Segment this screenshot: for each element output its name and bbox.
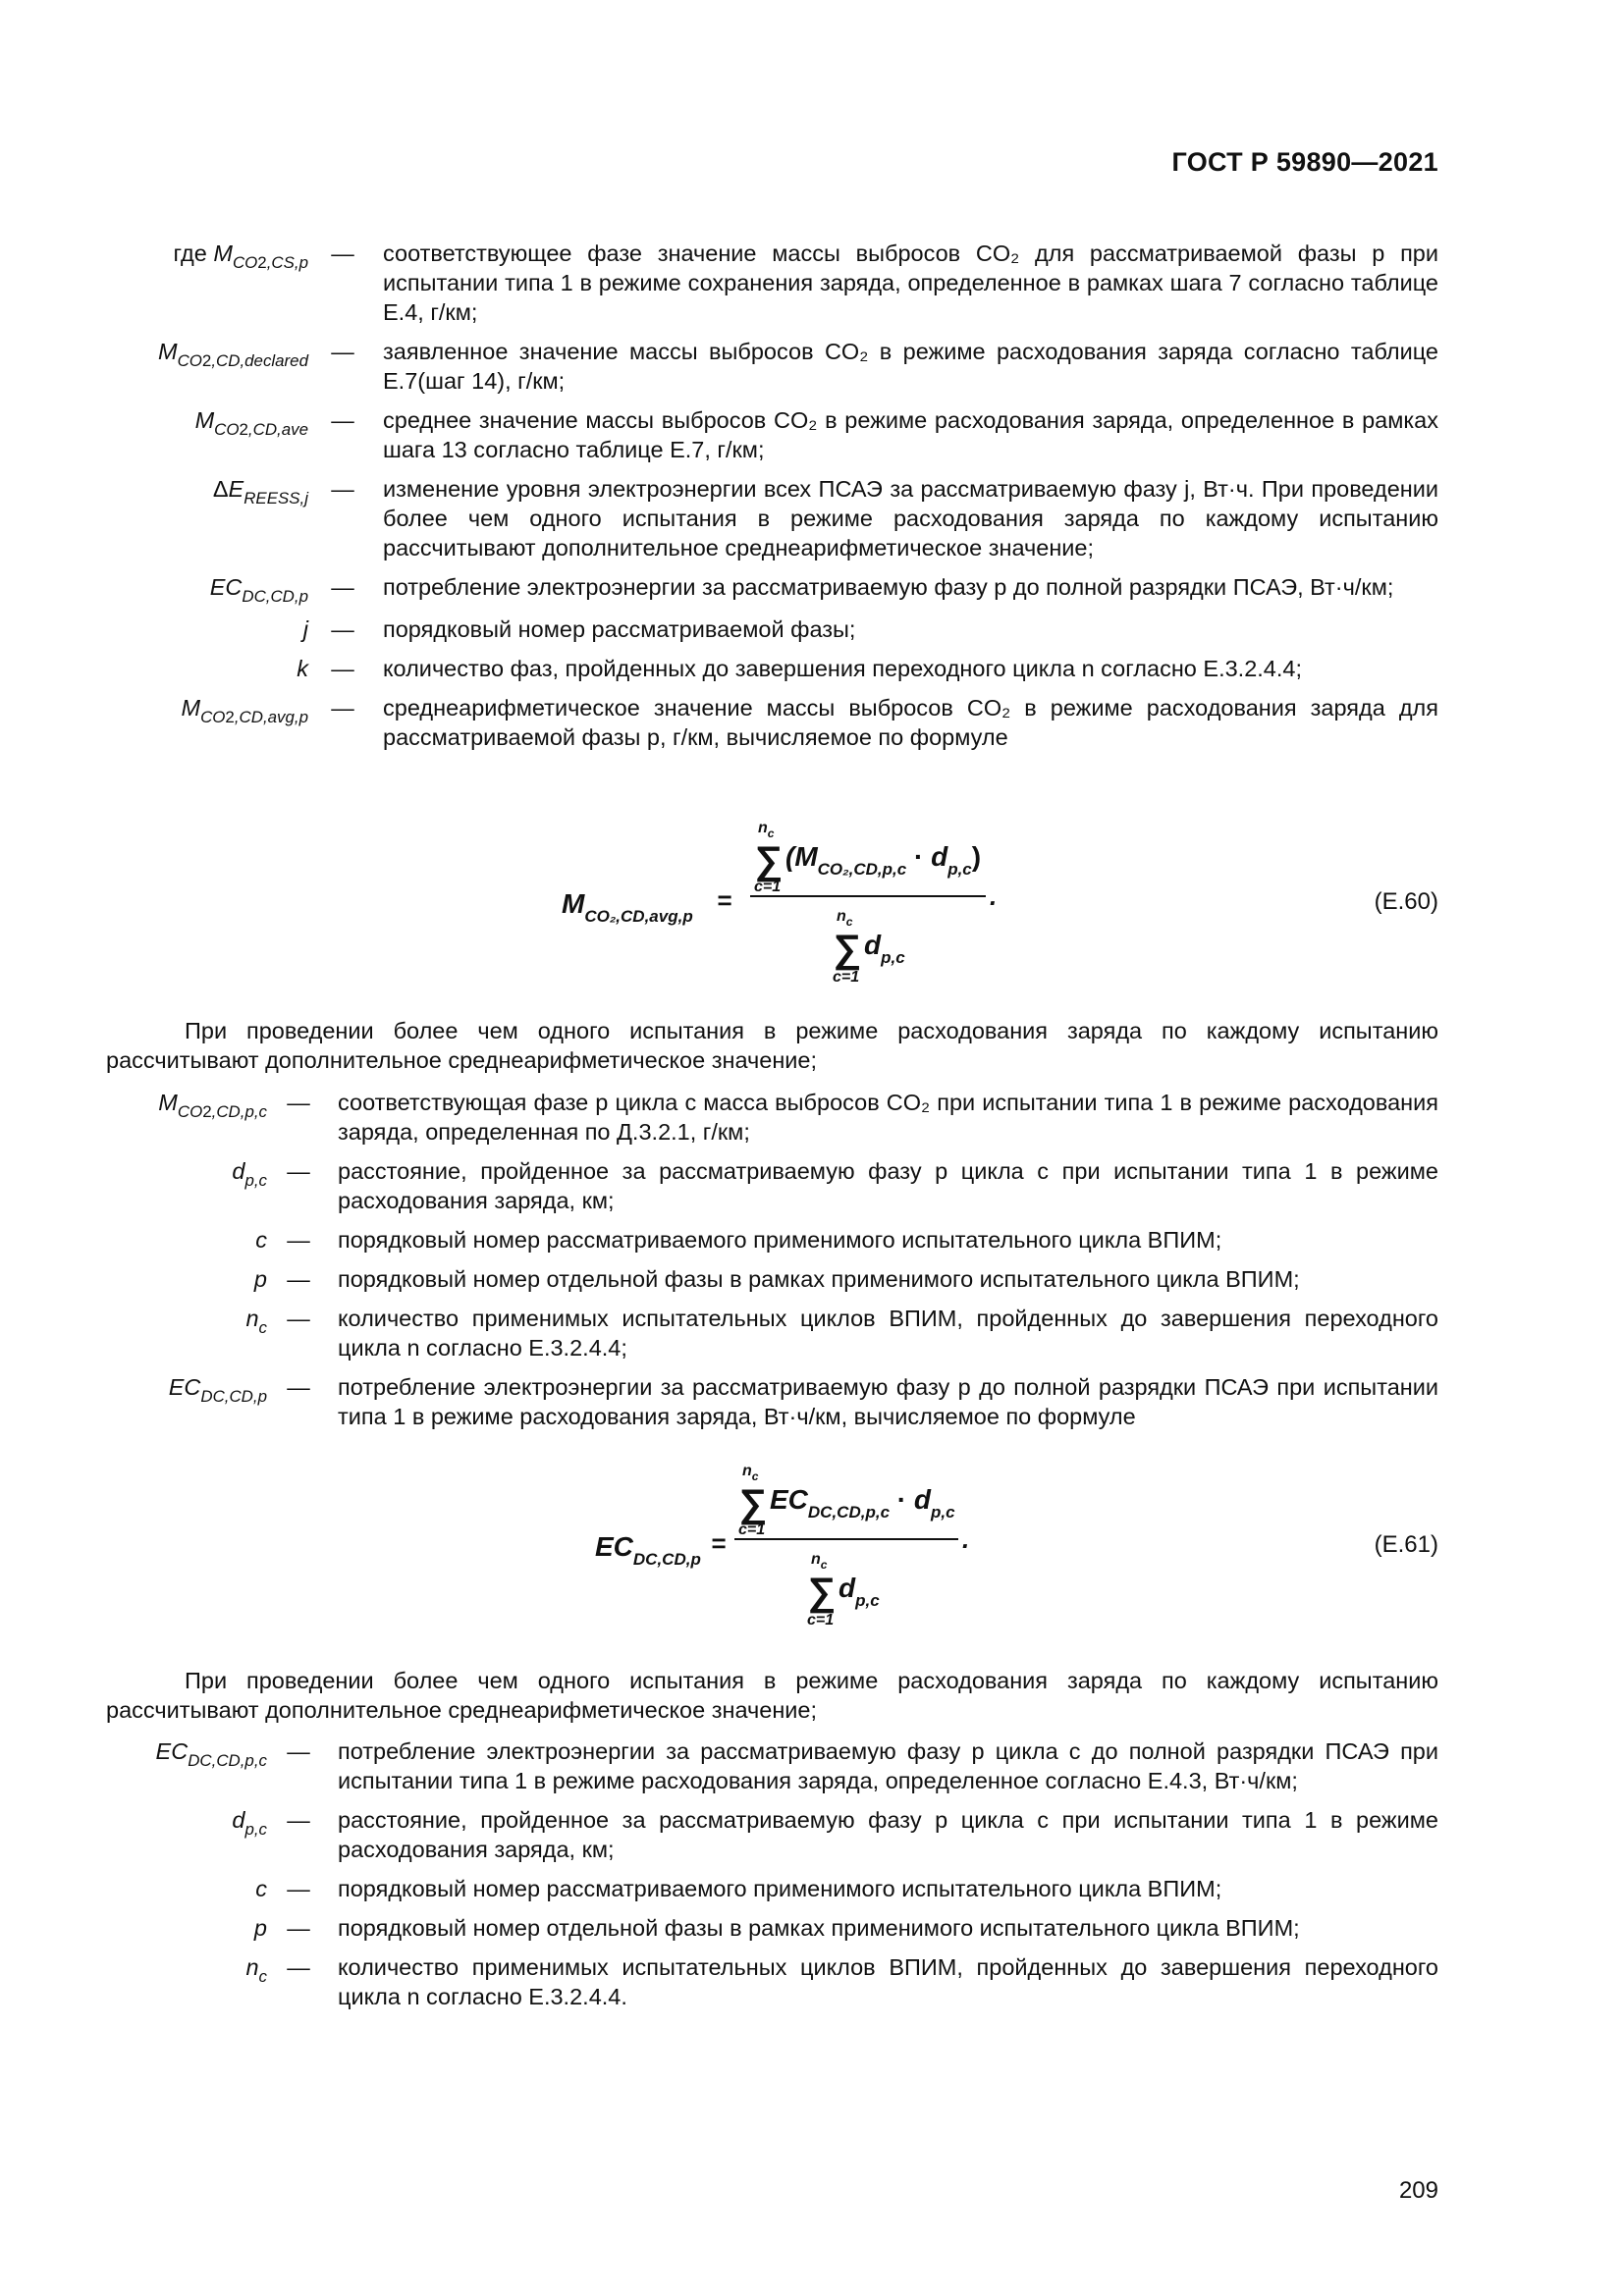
- e61-sum-bottom: c=1: [738, 1522, 766, 1538]
- definition-symbol: $\Delta E_{REESS,j}$: [212, 476, 308, 508]
- e61-sum-top: $n_c$: [742, 1463, 759, 1483]
- definition-text: порядковый номер рассматриваемой фазы;: [383, 616, 856, 642]
- definition-item: [106, 1736, 1438, 1795]
- definition-dash: —: [331, 616, 354, 642]
- definition-item: [106, 614, 1438, 644]
- definition-item: [106, 1913, 1438, 1943]
- definition-dash: —: [287, 1738, 310, 1764]
- e60-lhs: $M_{CO_2,CD,avg,p}$: [562, 888, 693, 926]
- document-header: ГОСТ Р 59890—2021: [1171, 147, 1438, 177]
- e61-den-term: $d_{p,c}$: [839, 1573, 880, 1610]
- definition-item: [106, 1372, 1438, 1431]
- definition-symbol: $EC_{DC,CD,p}$: [168, 1374, 267, 1407]
- definition-symbol: где $M_{CO2,CS,p}$: [173, 240, 308, 273]
- definition-item: [106, 239, 1438, 327]
- definition-text: изменение уровня электроэнергии всех ПСАЭ за рассматриваемую фазу j, Вт·ч. При проведении более чем одного испытания в режиме расходования заряда по каждому испытанию рассчитывают дополнительное среднеарифметическое значение;: [383, 476, 1438, 561]
- definition-symbol: p: [253, 1266, 267, 1292]
- e61-den-sum-bottom: c=1: [807, 1612, 835, 1629]
- definition-item: [106, 1225, 1438, 1255]
- definition-symbol: p: [253, 1915, 267, 1941]
- definition-dash: —: [287, 1266, 310, 1292]
- e61-num-term: $EC_{DC,CD,p,c} \cdot d_{p,c}$: [770, 1484, 955, 1522]
- definition-dash: —: [287, 1374, 310, 1400]
- definition-item: [106, 474, 1438, 562]
- e60-den-sum-top: $n_c$: [837, 908, 853, 929]
- definition-item: [106, 1264, 1438, 1294]
- definition-text: заявленное значение массы выбросов CO₂ в режиме расходования заряда согласно таблице Е.7(шаг 14), г/км;: [383, 339, 1438, 394]
- e60-sum-bottom: c=1: [754, 879, 782, 895]
- definition-dash: —: [331, 656, 354, 681]
- definition-text: потребление электроэнергии за рассматриваемую фазу p до полной разрядки ПСАЭ при испытании типа 1 в режиме расходования заряда, Вт·ч/км, вычисляемое по формуле: [338, 1374, 1438, 1429]
- definitions-list-3: [106, 1736, 1438, 2021]
- definition-text: порядковый номер отдельной фазы в рамках применимого испытательного цикла ВПИМ;: [338, 1915, 1300, 1941]
- definition-dash: —: [331, 339, 354, 364]
- e61-sum-sign: ∑: [738, 1482, 767, 1525]
- definition-text: расстояние, пройденное за рассматриваемую фазу p цикла с при испытании типа 1 в режиме расходования заряда, км;: [338, 1158, 1438, 1213]
- definition-symbol: c: [255, 1227, 267, 1253]
- definition-text: потребление электроэнергии за рассматриваемую фазу p цикла c до полной разрядки ПСАЭ при испытании типа 1 в режиме расходования заряда, определенное согласно Е.4.3, Вт·ч/км;: [338, 1738, 1438, 1793]
- e60-sum-sign: ∑: [754, 839, 783, 882]
- e61-den-sum-sign: ∑: [807, 1571, 836, 1614]
- e60-den-sum-bottom: c=1: [833, 969, 860, 986]
- definition-dash: —: [331, 476, 354, 502]
- lead-word: где: [173, 240, 207, 266]
- page-number: 209: [1398, 2177, 1438, 2204]
- paragraph: При проведении более чем одного испытания в режиме расходования заряда по каждому испытанию рассчитывают дополнительное среднеарифметическое значение;: [106, 1668, 1438, 1723]
- definition-dash: —: [287, 1954, 310, 1980]
- definition-item: [106, 654, 1438, 683]
- definition-text: расстояние, пройденное за рассматриваемую фазу p цикла c при испытании типа 1 в режиме расходования заряда, км;: [338, 1807, 1438, 1862]
- equation-e61: [0, 1458, 1623, 1634]
- e61-lhs: $EC_{DC,CD,p}$: [595, 1531, 701, 1569]
- e60-period: .: [990, 881, 998, 911]
- e60-num-term: $(M_{CO_2,CD,p,c} \cdot d_{p,c})$: [785, 841, 982, 879]
- paragraph: При проведении более чем одного испытания в режиме расходования заряда по каждому испытанию рассчитывают дополнительное среднеарифметическое значение;: [106, 1018, 1438, 1073]
- definition-item: [106, 1874, 1438, 1903]
- definitions-list-1: [106, 239, 1438, 762]
- definition-text: количество фаз, пройденных до завершения переходного цикла n согласно Е.3.2.4.4;: [383, 656, 1303, 681]
- definition-dash: —: [287, 1876, 310, 1901]
- definition-symbol: $d_{p,c}$: [232, 1807, 267, 1840]
- definition-dash: —: [287, 1306, 310, 1331]
- definition-symbol: c: [255, 1876, 267, 1901]
- definition-text: количество применимых испытательных циклов ВПИМ, пройденных до завершения переходного цикла n согласно Е.3.2.4.4.: [338, 1954, 1438, 2009]
- definition-dash: —: [331, 695, 354, 721]
- definition-symbol: $d_{p,c}$: [232, 1158, 267, 1191]
- e60-den-term: $d_{p,c}$: [864, 930, 905, 967]
- definition-dash: —: [331, 407, 354, 433]
- definition-dash: —: [331, 574, 354, 600]
- definition-text: порядковый номер отдельной фазы в рамках применимого испытательного цикла ВПИМ;: [338, 1266, 1300, 1292]
- e60-equals: =: [717, 885, 732, 915]
- definition-symbol: k: [297, 656, 308, 681]
- definition-item: [106, 1805, 1438, 1864]
- definition-dash: —: [287, 1090, 310, 1115]
- definition-text: порядковый номер рассматриваемого применимого испытательного цикла ВПИМ;: [338, 1876, 1222, 1901]
- e60-den-sum-sign: ∑: [833, 928, 861, 971]
- definition-symbol: $M_{CO2,CD,avg,p}$: [181, 695, 308, 727]
- definition-dash: —: [287, 1227, 310, 1253]
- e61-den-sum-top: $n_c$: [811, 1551, 828, 1572]
- definition-dash: —: [287, 1915, 310, 1941]
- definition-symbol: $M_{CO2,CD,ave}$: [194, 407, 308, 440]
- equation-e60: [0, 815, 1623, 991]
- definition-item: [106, 1156, 1438, 1215]
- e61-equals: =: [711, 1528, 727, 1558]
- definition-symbol: $M_{CO2,CD,declared}$: [157, 339, 308, 371]
- definition-symbol: $EC_{DC,CD,p,c}$: [155, 1738, 267, 1771]
- definition-item: [106, 337, 1438, 396]
- definitions-list-2: [106, 1088, 1438, 1441]
- definition-item: [106, 405, 1438, 464]
- definition-symbol: j: [302, 616, 308, 642]
- definition-text: соответствующая фазе p цикла c масса выбросов CO₂ при испытании типа 1 в режиме расходования заряда, определенная по Д.3.2.1, г/км;: [338, 1090, 1438, 1145]
- definition-dash: —: [331, 240, 354, 266]
- equation-number: (Е.61): [1374, 1531, 1438, 1558]
- definition-symbol: $EC_{DC,CD,p}$: [209, 574, 308, 607]
- definition-dash: —: [287, 1807, 310, 1833]
- definition-text: потребление электроэнергии за рассматриваемую фазу p до полной разрядки ПСАЭ, Вт·ч/км;: [383, 574, 1394, 600]
- definition-text: среднее значение массы выбросов CO₂ в режиме расходования заряда, определенное в рамках шага 13 согласно таблице Е.7, г/км;: [383, 407, 1438, 462]
- definition-item: [106, 1304, 1438, 1362]
- definition-item: [106, 1088, 1438, 1147]
- e60-sum-top: $n_c$: [758, 820, 775, 840]
- definition-item: [106, 572, 1438, 605]
- definition-item: [106, 1952, 1438, 2011]
- definition-dash: —: [287, 1158, 310, 1184]
- definition-symbol: $n_c$: [245, 1306, 267, 1338]
- definition-item: [106, 693, 1438, 752]
- e61-period: .: [962, 1524, 970, 1554]
- definition-text: среднеарифметическое значение массы выбросов CO₂ в режиме расходования заряда для рассматриваемой фазы p, г/км, вычисляемое по формуле: [383, 695, 1438, 750]
- equation-number: (Е.60): [1374, 888, 1438, 915]
- definition-symbol: $M_{CO2,CD,p,c}$: [158, 1090, 267, 1122]
- definition-text: соответствующее фазе значение массы выбросов CO₂ для рассматриваемой фазы p при испытании типа 1 в режиме сохранения заряда, определенное в рамках шага 7 согласно таблице Е.4, г/км;: [383, 240, 1438, 325]
- definition-text: количество применимых испытательных циклов ВПИМ, пройденных до завершения переходного цикла n согласно Е.3.2.4.4;: [338, 1306, 1438, 1361]
- definition-text: порядковый номер рассматриваемого применимого испытательного цикла ВПИМ;: [338, 1227, 1222, 1253]
- definition-symbol: $n_c$: [245, 1954, 267, 1987]
